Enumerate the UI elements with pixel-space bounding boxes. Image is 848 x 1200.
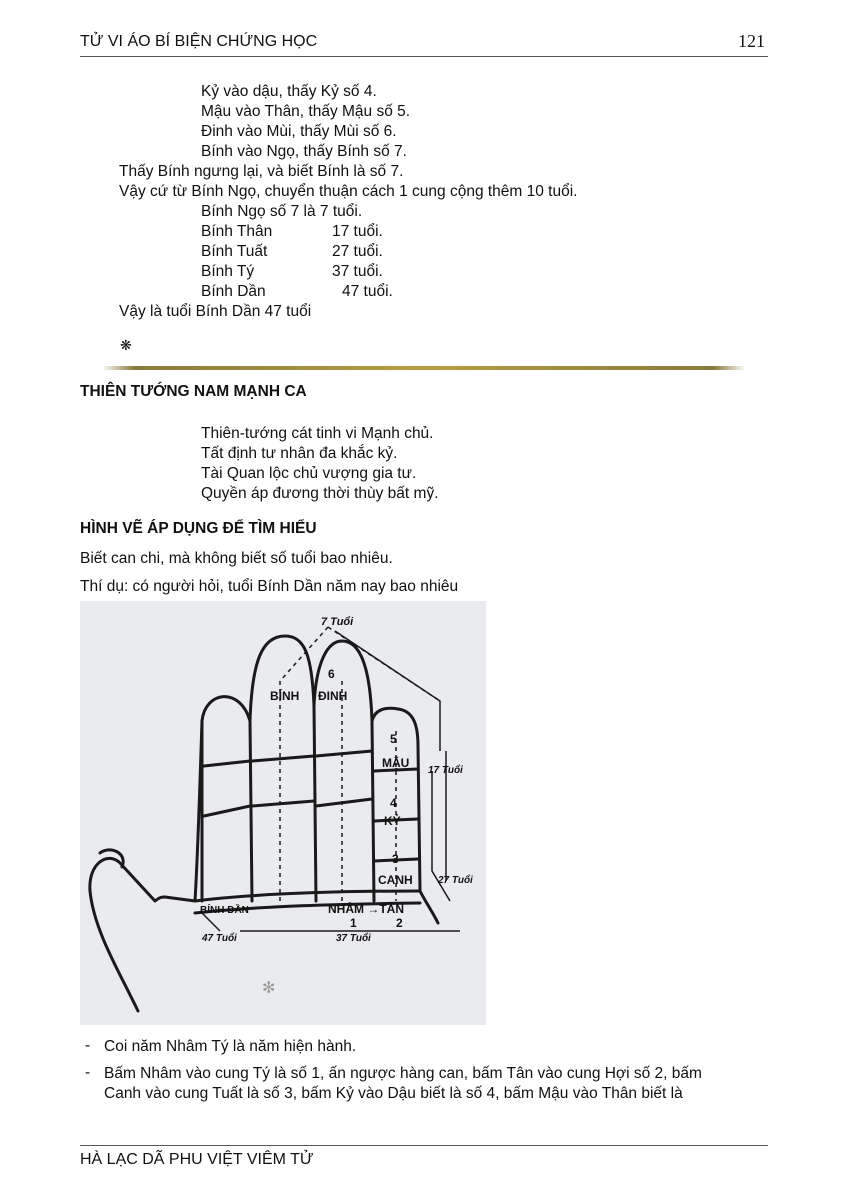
section-intro: Biết can chi, mà không biết số tuổi bao nhiêu. bbox=[80, 550, 393, 567]
label-n4: 4 bbox=[390, 796, 397, 810]
label-17-tuoi: 17 Tuổi bbox=[428, 765, 463, 776]
age-row-name: Bính Dần bbox=[201, 283, 266, 300]
age-row-name: Bính Tuất bbox=[201, 243, 268, 260]
poem-line: Tất định tư nhân đa khắc kỷ. bbox=[201, 445, 398, 462]
label-mau: MẬU bbox=[382, 756, 410, 770]
age-row-value: 17 tuổi. bbox=[332, 223, 383, 240]
age-row-name: Bính Thân bbox=[201, 223, 273, 240]
label-n6: 6 bbox=[328, 667, 335, 681]
footer-rule bbox=[80, 1145, 768, 1146]
label-binh: BÍNH bbox=[270, 689, 300, 703]
age-row-value: 47 tuổi. bbox=[342, 283, 393, 300]
calc-line-rule: Vậy cứ từ Bính Ngọ, chuyển thuận cách 1 cung cộng thêm 10 tuổi. bbox=[119, 183, 578, 200]
label-dinh: ĐINH bbox=[318, 689, 348, 703]
bullet-marker: - bbox=[85, 1037, 91, 1054]
calc-line-binh: Bính vào Ngọ, thấy Bính số 7. bbox=[201, 143, 407, 160]
poem-line: Quyền áp đương thời thùy bất mỹ. bbox=[201, 485, 439, 502]
calc-line-dinh: Đinh vào Mùi, thấy Mùi số 6. bbox=[201, 123, 397, 140]
ornament-icon: ❋ bbox=[120, 337, 132, 353]
bullet-item: Bấm Nhâm vào cung Tý là số 1, ấn ngược hàng can, bấm Tân vào cung Hợi số 2, bấm bbox=[104, 1065, 702, 1082]
age-row-value: 37 tuổi. bbox=[332, 263, 383, 280]
watermark-icon: ✻ bbox=[262, 980, 276, 997]
label-n5: 5 bbox=[390, 732, 397, 746]
section-example: Thí dụ: có người hỏi, tuổi Bính Dần năm nay bao nhiêu bbox=[80, 578, 459, 595]
footer-text: HÀ LẠC DÃ PHU VIỆT VIÊM TỬ bbox=[80, 1151, 314, 1168]
age-row-value: 27 tuổi. bbox=[332, 243, 383, 260]
poem-heading: THIÊN TƯỚNG NAM MẠNH CA bbox=[80, 383, 307, 400]
label-7-tuoi: 7 Tuổi bbox=[321, 616, 354, 628]
label-27-tuoi: 27 Tuổi bbox=[438, 875, 473, 886]
bullet-marker: - bbox=[85, 1064, 91, 1081]
label-37-tuoi: 37 Tuổi bbox=[336, 933, 371, 944]
age-row-name: Bính Tý bbox=[201, 263, 255, 280]
label-n3: 3 bbox=[392, 852, 399, 866]
hand-diagram bbox=[80, 601, 486, 1025]
label-ky: KỶ bbox=[384, 814, 401, 828]
gold-divider bbox=[102, 366, 746, 370]
running-header-title: TỬ VI ÁO BÍ BIỆN CHỨNG HỌC bbox=[80, 33, 318, 50]
hand-diagram-figure bbox=[80, 601, 486, 1025]
calc-line-ky: Kỷ vào dậu, thấy Kỷ số 4. bbox=[201, 83, 377, 100]
calc-line-stop: Thấy Bính ngưng lại, và biết Bính là số 7. bbox=[119, 163, 404, 180]
label-47-tuoi: 47 Tuổi bbox=[202, 933, 237, 944]
calc-line-mau: Mậu vào Thân, thấy Mậu số 5. bbox=[201, 103, 411, 120]
header-rule bbox=[80, 56, 768, 57]
label-nham-tan: NHÂM →TÂN bbox=[328, 902, 404, 916]
label-canh: CANH bbox=[378, 873, 413, 887]
label-n2: 2 bbox=[396, 916, 403, 930]
page-number: 121 bbox=[738, 31, 765, 51]
poem-line: Tài Quan lộc chủ vượng gia tư. bbox=[201, 465, 417, 482]
bullet-item-continued: Canh vào cung Tuất là số 3, bấm Kỷ vào Dậu biết là số 4, bấm Mậu vào Thân biết là bbox=[104, 1085, 683, 1102]
conclusion-line: Vậy là tuổi Bính Dần 47 tuổi bbox=[119, 303, 312, 320]
calc-line-binh-ngo: Bính Ngọ số 7 là 7 tuổi. bbox=[201, 203, 363, 220]
poem-line: Thiên-tướng cát tinh vi Mạnh chủ. bbox=[201, 425, 434, 442]
label-binh-dan: BÍNH DẦN bbox=[200, 905, 249, 916]
bullet-item: Coi năm Nhâm Tý là năm hiện hành. bbox=[104, 1038, 357, 1055]
label-n1: 1 bbox=[350, 916, 357, 930]
section-heading: HÌNH VẼ ÁP DỤNG ĐỂ TÌM HIỂU bbox=[80, 520, 317, 537]
